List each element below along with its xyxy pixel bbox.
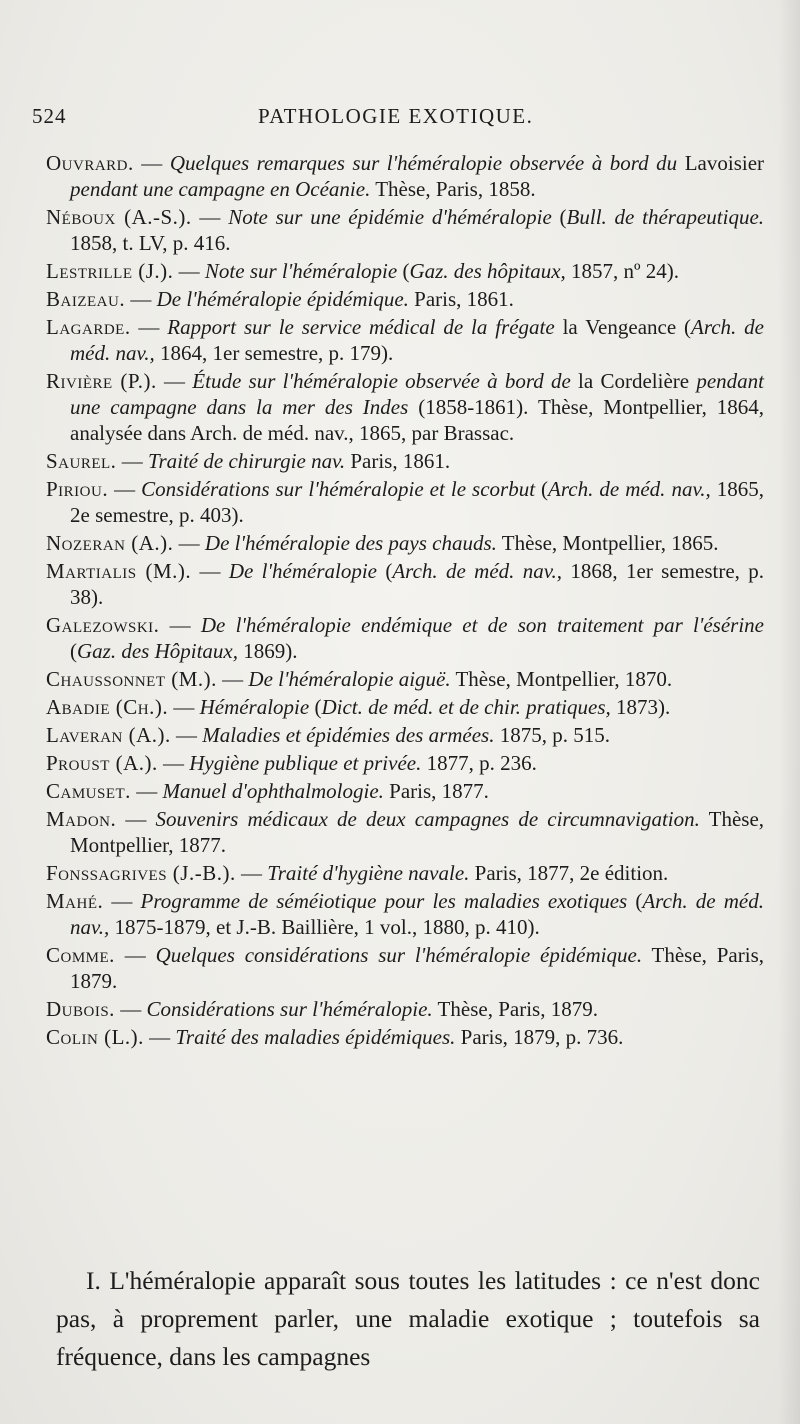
- entry-author: Dubois.: [46, 997, 115, 1021]
- entry-author: Madon.: [46, 807, 117, 831]
- entry-detail: Paris, 1861.: [408, 287, 514, 311]
- entry-title: Considérations sur l'héméralopie.: [146, 997, 433, 1021]
- entry-author: Lagarde.: [46, 315, 131, 339]
- entry-detail: (: [627, 889, 643, 913]
- entry-title: Étude sur l'héméralopie observée à bord de: [192, 369, 571, 393]
- entry-title: Traité des maladies épidémiques.: [175, 1025, 456, 1049]
- body-paragraph: I. L'héméralopie apparaît sous toutes les latitudes : ce n'est donc pas, à proprement parler, une maladie exotique ; toutefois sa fréquence, dans les campagnes: [56, 1266, 760, 1371]
- entry-author: Martialis (M.).: [46, 559, 192, 583]
- entry-detail: Thèse, Paris, 1879.: [70, 943, 764, 993]
- bibliography-entry: Camuset. — Manuel d'ophthalmologie. Paris, 1877.: [46, 779, 489, 803]
- entry-author: Nozeran (A.).: [46, 531, 174, 555]
- page-number: 524: [32, 104, 67, 128]
- entry-publication: 1875-1879, et J.-B. Baillière, 1 vol., 1880, p. 410).: [109, 915, 540, 939]
- entry-publication: 1858, t. LV, p. 416.: [70, 231, 231, 255]
- entry-source: Arch. de méd. nav.,: [392, 559, 563, 583]
- entry-author: Abadie (Ch.).: [46, 695, 169, 719]
- entry-detail: (: [376, 559, 393, 583]
- entry-source: Gaz. des hôpitaux,: [409, 259, 566, 283]
- entry-detail: Thèse, Paris, 1879.: [432, 997, 598, 1021]
- entry-title: Traité d'hygiène navale.: [267, 861, 470, 885]
- entry-detail: Thèse, Montpellier, 1870.: [450, 667, 673, 691]
- entry-source: Arch. de méd. nav.,: [70, 889, 764, 939]
- entry-title: De l'héméralopie des pays chauds.: [204, 531, 497, 555]
- bibliography-entry: Laveran (A.). — Maladies et épidémies des armées. 1875, p. 515.: [46, 723, 610, 747]
- entry-detail: la Vengeance (: [554, 315, 692, 339]
- bibliography-entry: Abadie (Ch.). — Héméralopie (Dict. de méd. et de chir. pratiques, 1873).: [46, 695, 671, 719]
- entry-detail: Paris, 1861.: [345, 449, 451, 473]
- entry-title: Manuel d'ophthalmologie.: [162, 779, 384, 803]
- entry-publication: (1858-1861). Thèse, Montpellier, 1864, analysée dans Arch. de méd. nav., 1865, par Brassac.: [70, 395, 764, 445]
- bibliography-entry: Nozeran (A.). — De l'héméralopie des pays chauds. Thèse, Montpellier, 1865.: [46, 531, 719, 555]
- entry-author: Laveran (A.).: [46, 723, 171, 747]
- entry-title: Héméralopie: [199, 695, 310, 719]
- page-edge-shadow: [778, 0, 800, 1424]
- bibliography-entry: Piriou. — Considérations sur l'héméralopie et le scorbut (Arch. de méd. nav., 1865, 2e semestre, p. 403).: [46, 477, 764, 527]
- bibliography-entry: Baizeau. — De l'héméralopie épidémique. Paris, 1861.: [46, 287, 514, 311]
- entry-title: Note sur l'héméralopie: [204, 259, 398, 283]
- bibliography-list: [46, 150, 764, 1052]
- entry-title: Considérations sur l'héméralopie et le scorbut: [141, 477, 536, 501]
- bibliography-entry: Comme. — Quelques considérations sur l'héméralopie épidémique. Thèse, Paris, 1879.: [46, 943, 764, 993]
- entry-detail: (: [535, 477, 549, 501]
- entry-title: Quelques remarques sur l'héméralopie observée à bord du: [169, 151, 678, 175]
- running-head: PATHOLOGIE EXOTIQUE.: [258, 104, 534, 128]
- entry-title: Hygiène publique et privée.: [189, 751, 422, 775]
- entry-detail: Thèse, Montpellier, 1865.: [496, 531, 719, 555]
- entry-publication: 1868, 1er semestre, p. 38).: [70, 559, 764, 609]
- entry-title: De l'héméralopie aiguë.: [248, 667, 451, 691]
- entry-detail: Lavoisier: [677, 151, 765, 175]
- bibliography-entry: Mahé. — Programme de séméiotique pour les maladies exotiques (Arch. de méd. nav., 1875-1879, et J.-B. Baillière, 1 vol., 1880, p. 410).: [46, 889, 764, 939]
- bibliography-entry: Saurel. — Traité de chirurgie nav. Paris, 1861.: [46, 449, 451, 473]
- entry-detail: la Cordelière: [570, 369, 697, 393]
- entry-detail: Paris, 1877.: [383, 779, 489, 803]
- entry-author: Comme.: [46, 943, 115, 967]
- entry-detail: (: [551, 205, 567, 229]
- bibliography-entry: Madon. — Souvenirs médicaux de deux campagnes de circumnavigation. Thèse, Montpellier, 1877.: [46, 807, 765, 857]
- entry-publication: 1864, 1er semestre, p. 179).: [154, 341, 394, 365]
- entry-detail: 1877, p. 236.: [421, 751, 537, 775]
- bibliography-entry: Dubois. — Considérations sur l'héméralopie. Thèse, Paris, 1879.: [46, 997, 598, 1021]
- entry-source: pendant une campagne en Océanie.: [70, 177, 371, 201]
- entry-title: Note sur une épidémie d'héméralopie: [228, 205, 552, 229]
- page-header: [32, 104, 772, 138]
- bibliography-entry: Lagarde. — Rapport sur le service médical de la frégate la Vengeance (Arch. de méd. nav., 1864, 1er semestre, p. 179).: [46, 315, 764, 365]
- bibliography-entry: Néboux (A.-S.). — Note sur une épidémie d'héméralopie (Bull. de thérapeutique. 1858, t. LV, p. 416.: [46, 205, 765, 255]
- entry-author: Galezowski.: [46, 613, 160, 637]
- bibliography-entry: Lestrille (J.). — Note sur l'héméralopie (Gaz. des hôpitaux, 1857, nº 24).: [46, 259, 680, 283]
- entry-publication: 1865, 2e semestre, p. 403).: [70, 477, 764, 527]
- entry-title: De l'héméralopie endémique et de son traitement par l'ésérine: [200, 613, 764, 637]
- entry-source: Arch. de méd. nav.,: [70, 315, 764, 365]
- entry-publication: 1873).: [610, 695, 671, 719]
- entry-author: Rivière (P.).: [46, 369, 157, 393]
- entry-title: Maladies et épidémies des armées.: [202, 723, 495, 747]
- entry-detail: (: [309, 695, 322, 719]
- entry-detail: Thèse, Montpellier, 1877.: [70, 807, 765, 857]
- entry-title: Quelques considérations sur l'héméralopie épidémique.: [155, 943, 643, 967]
- entry-author: Néboux (A.-S.).: [46, 205, 192, 229]
- entry-publication: 1857, nº 24).: [565, 259, 680, 283]
- entry-source: Arch. de méd. nav.,: [548, 477, 711, 501]
- body-text: [56, 1262, 760, 1376]
- entry-author: Saurel.: [46, 449, 117, 473]
- entry-title: Programme de séméiotique pour les maladies exotiques: [140, 889, 628, 913]
- entry-author: Chaussonnet (M.).: [46, 667, 217, 691]
- bibliography-entry: Ouvrard. — Quelques remarques sur l'héméralopie observée à bord du Lavoisier pendant une campagne en Océanie. Thèse, Paris, 1858.: [46, 151, 765, 201]
- entry-detail: (: [70, 639, 77, 663]
- entry-source: Gaz. des Hôpitaux,: [77, 639, 238, 663]
- entry-author: Baizeau.: [46, 287, 126, 311]
- bibliography-entry: Martialis (M.). — De l'héméralopie (Arch. de méd. nav., 1868, 1er semestre, p. 38).: [46, 559, 764, 609]
- bibliography-entry: Chaussonnet (M.). — De l'héméralopie aiguë. Thèse, Montpellier, 1870.: [46, 667, 673, 691]
- entry-source: Dict. de méd. et de chir. pratiques,: [321, 695, 611, 719]
- bibliography-entry: Rivière (P.). — Étude sur l'héméralopie observée à bord de la Cordelière pendant une campagne dans la mer des Indes (1858-1861). Thèse, Montpellier, 1864, analysée dans Arch. de méd. nav., 1865, par Brassac.: [46, 369, 765, 445]
- entry-detail: Paris, 1877, 2e édition.: [469, 861, 669, 885]
- bibliography-entry: Colin (L.). — Traité des maladies épidémiques. Paris, 1879, p. 736.: [46, 1025, 624, 1049]
- entry-title: De l'héméralopie épidémique.: [156, 287, 409, 311]
- entry-detail: (: [397, 259, 410, 283]
- bibliography-entry: Galezowski. — De l'héméralopie endémique et de son traitement par l'ésérine (Gaz. des Hôpitaux, 1869).: [46, 613, 764, 663]
- entry-source: pendant une campagne dans la mer des Indes: [70, 369, 765, 419]
- entry-author: Ouvrard.: [46, 151, 134, 175]
- entry-author: Camuset.: [46, 779, 131, 803]
- entry-detail: 1875, p. 515.: [494, 723, 610, 747]
- entry-author: Colin (L.).: [46, 1025, 144, 1049]
- entry-author: Mahé.: [46, 889, 104, 913]
- entry-author: Piriou.: [46, 477, 109, 501]
- entry-publication: Thèse, Paris, 1858.: [370, 177, 536, 201]
- entry-author: Lestrille (J.).: [46, 259, 174, 283]
- entry-author: Proust (A.).: [46, 751, 158, 775]
- bibliography-entry: Proust (A.). — Hygiène publique et privée. 1877, p. 236.: [46, 751, 537, 775]
- entry-source: Bull. de thérapeutique.: [566, 205, 765, 229]
- bibliography-entry: Fonssagrives (J.-B.). — Traité d'hygiène navale. Paris, 1877, 2e édition.: [46, 861, 669, 885]
- entry-title: De l'héméralopie: [228, 559, 377, 583]
- entry-detail: Paris, 1879, p. 736.: [455, 1025, 624, 1049]
- entry-publication: 1869).: [238, 639, 298, 663]
- entry-title: Rapport sur le service médical de la frégate: [167, 315, 555, 339]
- entry-title: Souvenirs médicaux de deux campagnes de circumnavigation.: [155, 807, 700, 831]
- entry-author: Fonssagrives (J.-B.).: [46, 861, 236, 885]
- entry-title: Traité de chirurgie nav.: [147, 449, 346, 473]
